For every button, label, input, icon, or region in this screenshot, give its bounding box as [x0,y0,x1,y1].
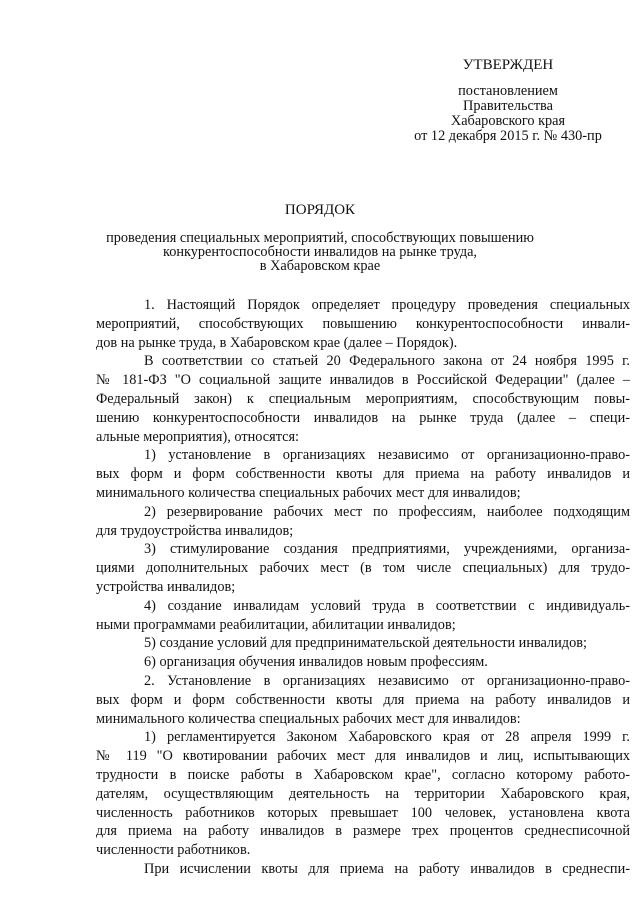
approval-line: от 12 декабря 2015 г. № 430-пр [414,128,602,144]
body-line: 2. Установление в организациях независимо от организационно-право- [144,672,630,689]
body-line: численности работников. [96,842,251,859]
approval-stamp [388,58,628,144]
body-line: № 181-ФЗ "О социальной защите инвалидов в Российской Федерации" (далее – [96,372,630,389]
body-line: 1) установление в организациях независимо от организационно-право- [144,447,630,464]
body-line: 1. Настоящий Порядок определяет процедуру проведения специальных [144,297,630,313]
body-line: 3) стимулирование создания предприятиями, учреждениями, организа- [144,541,630,558]
body-line: численность работников которых превышает 100 человек, установлена квота [96,804,630,821]
body-line: № 119 "О квотировании рабочих мест для инвалидов и лиц, испытывающих [96,748,630,765]
body-line: дов на рынке труда, в Хабаровском крае (далее – Порядок). [96,334,458,351]
body-line: минимального количества специальных рабочих мест для инвалидов: [96,710,521,727]
approval-line: постановлением [458,83,558,99]
body-line: 2) резервирование рабочих мест по профессиям, наиболее подходящим [144,503,630,520]
body-line: ными программами реабилитации, абилитации инвалидов; [96,616,456,633]
body-line: В соответствии со статьей 20 Федерального закона от 24 ноября 1995 г. [144,353,630,370]
body-line: дателям, осуществляющим деятельность на территории Хабаровского края, [96,785,630,802]
body-line: вых форм и форм собственности квоты для приема на работу инвалидов и [96,466,630,483]
body-line: Федеральный закон) к специальным мероприятиям, способствующим повы- [96,390,630,407]
body-line: мероприятий, способствующих повышению конкурентоспособности инвали- [96,315,630,332]
body-line: 6) организация обучения инвалидов новым профессиям. [144,654,488,671]
title-heading: ПОРЯДОК [284,202,356,218]
approval-line: Хабаровского края [450,113,566,129]
body-line: минимального количества специальных рабочих мест для инвалидов; [96,484,521,501]
body-line: альные мероприятия), относятся: [96,428,300,445]
approval-line: Правительства [463,98,553,114]
approval-heading: УТВЕРЖДЕН [462,57,554,73]
title-line: проведения специальных мероприятий, способствующих повышению [106,230,534,246]
title-line: в Хабаровском крае [259,258,381,274]
document-title [100,203,540,273]
title-line: конкурентоспособности инвалидов на рынке труда, [162,244,478,260]
body-line: шению конкурентоспособности инвалидов на рынке труда (далее – специ- [96,409,630,426]
body-line: циями дополнительных рабочих мест (в том числе специальных) для трудо- [96,560,630,577]
body-line: вых форм и форм собственности квоты для приема на работу инвалидов и [96,691,630,708]
body-line: 5) создание условий для предпринимательской деятельности инвалидов; [144,635,587,652]
body-line: для приема на работу инвалидов в размере трех процентов среднесписочной [96,823,630,840]
body-line: 4) создание инвалидам условий труда в соответствии с индивидуаль- [144,597,630,614]
body-line: При исчислении квоты для приема на работу инвалидов в среднеспи- [144,860,630,877]
body-line: трудности в поиске работы в Хабаровском крае", согласно которому работо- [96,766,630,783]
body-line: 1) регламентируется Законом Хабаровского края от 28 апреля 1999 г. [144,729,630,746]
document-body [96,296,630,879]
body-line: устройства инвалидов; [96,578,236,595]
body-line: для трудоустройства инвалидов; [96,522,294,539]
